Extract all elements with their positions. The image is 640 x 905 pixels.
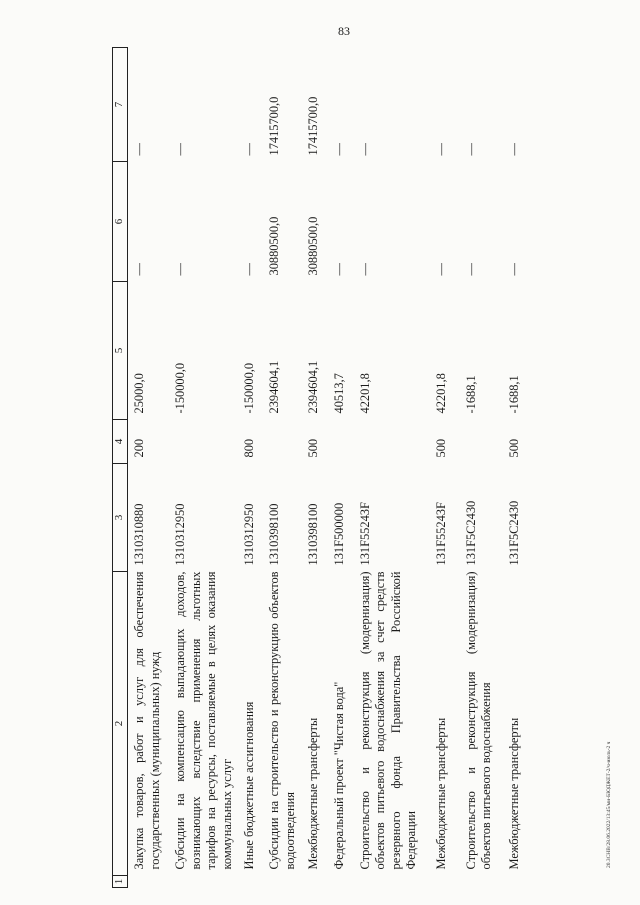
column-header-5: 5 [113, 282, 128, 420]
column-header-6: 6 [113, 162, 128, 282]
row-code: 131F55243F [357, 502, 372, 566]
cell-empty [128, 876, 164, 888]
row-amount-6: — [132, 263, 146, 276]
row-type [348, 420, 420, 464]
row-type [322, 420, 348, 464]
row-amount-6: — [241, 263, 256, 276]
row-amount-5: 2394604,1 [267, 360, 282, 414]
row-type [450, 420, 495, 464]
row-amount-7: — [241, 143, 256, 156]
cell-empty [495, 876, 523, 888]
row-type [163, 420, 235, 464]
row-amount-6: — [463, 263, 478, 276]
row-name: Строительство и реконструкция (модернизация) объектов питьевого водоснабжения [463, 571, 494, 870]
row-amount-6: 30880500,0 [306, 216, 321, 276]
table-row [163, 48, 235, 888]
table-row [322, 48, 348, 888]
row-code: 131F55243F [433, 502, 448, 566]
table-row [420, 48, 450, 888]
footer-stamp: 20.3СНВ/28.06.2022/13:45/ми-БЮДЖЕТ-2/ч-июль-2 ч [606, 741, 612, 868]
row-amount-5: -150000,0 [241, 362, 256, 414]
row-name: Субсидии на строительство и реконструкцию объектов водоотведения [267, 571, 297, 870]
row-code: 1310398100 [267, 503, 282, 566]
row-name: Межбюджетные трансферты [433, 717, 448, 870]
row-amount-7: — [331, 143, 346, 156]
row-amount-6: 30880500,0 [267, 216, 282, 276]
row-amount-7: — [463, 143, 478, 156]
row-amount-7: — [357, 143, 372, 156]
row-name: Иные бюджетные ассигнования [241, 701, 256, 870]
column-header-1: 1 [113, 876, 128, 888]
row-code: 131F500000 [331, 502, 346, 566]
cell-empty [236, 876, 258, 888]
table-row [495, 48, 523, 888]
row-amount-5: -1688,1 [463, 375, 478, 414]
table-body [128, 48, 523, 888]
column-number-header [113, 48, 128, 888]
row-type: 500 [433, 438, 448, 458]
row-code: 1310312950 [173, 503, 188, 566]
row-amount-6: — [331, 263, 346, 276]
row-amount-5: -1688,1 [506, 375, 521, 414]
row-amount-5: 42201,8 [433, 373, 448, 414]
cell-empty [348, 876, 420, 888]
row-amount-6: — [506, 263, 521, 276]
row-name: Федеральный проект "Чистая вода" [331, 681, 346, 870]
row-amount-6: — [433, 263, 448, 276]
cell-empty [163, 876, 235, 888]
row-amount-6: — [357, 263, 372, 276]
row-code: 1310398100 [306, 503, 321, 566]
row-type: 500 [306, 438, 321, 458]
row-amount-7: — [173, 143, 188, 156]
row-amount-5: 42201,8 [357, 373, 372, 414]
budget-table [112, 47, 522, 888]
column-header-4: 4 [113, 420, 128, 464]
cell-empty [257, 876, 298, 888]
row-name: Субсидии на компенсацию выпадающих доходов, возникающих вследствие применения льготных тарифов на ресурсы, поставляемые в целях оказания коммунальных услуг [173, 571, 234, 870]
row-type [257, 420, 298, 464]
row-code: 1310312950 [241, 503, 256, 566]
table-row [298, 48, 322, 888]
row-code: 131F5C2430 [506, 500, 521, 566]
row-amount-5: 40513,7 [331, 373, 346, 414]
row-name: Строительство и реконструкция (модернизация) объектов питьевого водоснабжения за счет средств резервного фонда Правительства Российской Федерации [357, 571, 419, 870]
row-amount-5: -150000,0 [173, 362, 188, 414]
row-name: Закупка товаров, работ и услуг для обеспечения государственных (муниципальных) нужд [132, 571, 162, 870]
row-type: 800 [241, 438, 256, 458]
row-amount-7: — [506, 143, 521, 156]
row-name: Межбюджетные трансферты [506, 717, 521, 870]
table-row [450, 48, 495, 888]
budget-table-rotated [112, 48, 608, 888]
table-row [128, 48, 164, 888]
page-number: 83 [338, 24, 350, 38]
row-amount-6: — [173, 263, 188, 276]
row-amount-7: 17415700,0 [267, 96, 282, 156]
cell-empty [420, 876, 450, 888]
row-name: Межбюджетные трансферты [306, 717, 321, 870]
row-amount-7: — [132, 143, 146, 156]
cell-empty [298, 876, 322, 888]
row-type: 500 [506, 438, 521, 458]
row-amount-5: 2394604,1 [306, 360, 321, 414]
cell-empty [322, 876, 348, 888]
row-type: 200 [132, 438, 146, 458]
table-row [348, 48, 420, 888]
row-amount-7: 17415700,0 [306, 96, 321, 156]
row-code: 1310310880 [132, 503, 146, 566]
table-row [257, 48, 298, 888]
column-header-7: 7 [113, 48, 128, 162]
row-amount-5: 25000,0 [132, 373, 146, 414]
cell-empty [450, 876, 495, 888]
column-header-3: 3 [113, 464, 128, 572]
row-amount-7: — [433, 143, 448, 156]
table-row [236, 48, 258, 888]
column-header-2: 2 [113, 572, 128, 876]
row-code: 131F5C2430 [463, 500, 478, 566]
